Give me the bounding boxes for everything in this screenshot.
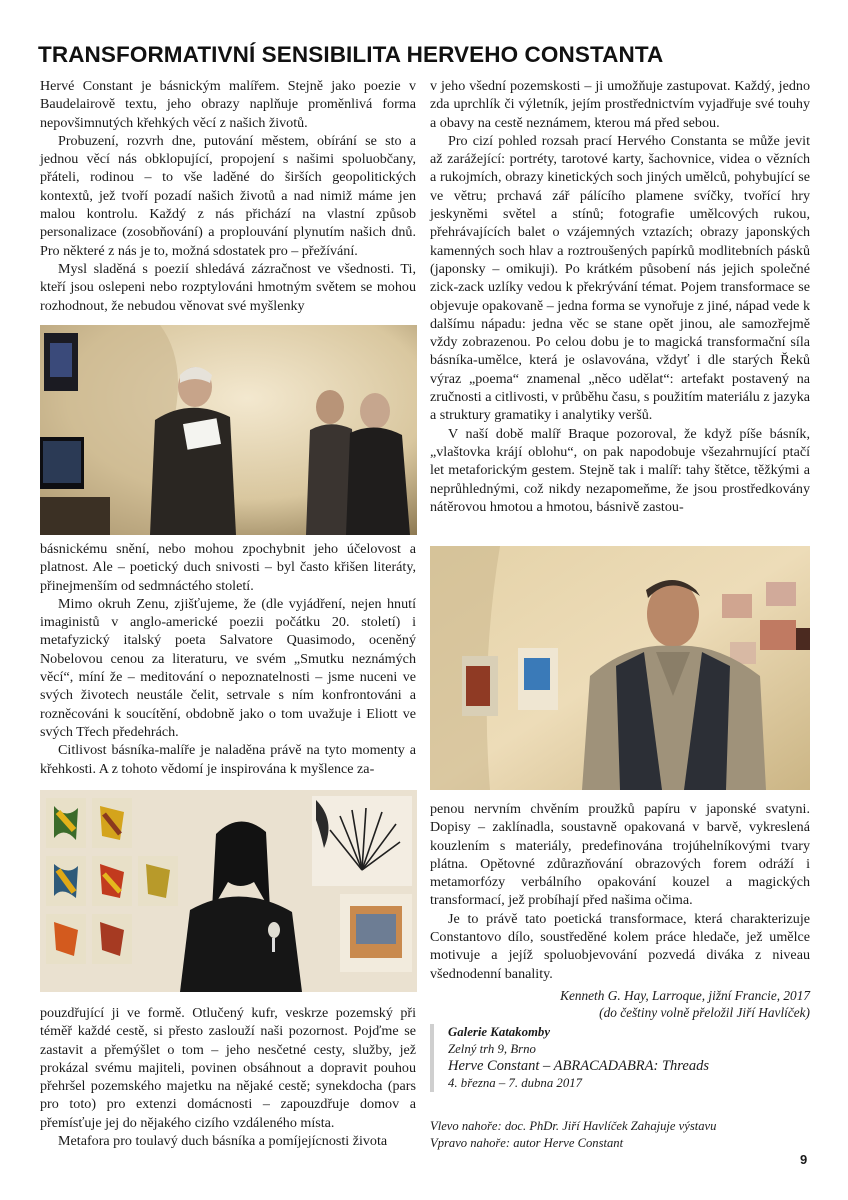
right-column-top (430, 77, 810, 516)
exhibition-info (430, 1024, 790, 1092)
paragraph: pouzdřující ji ve formě. Otlučený kufr, veskrze pozemský při téměř každé cestě, si přesto zaslouží naši pozornost. Pojďme se zastavit a přemýšlet o tom – jeho nesčetné cesty, služby, jež prokázal svému majiteli, povinen obsáhnout a dopravit pouhou přehršel pozemského majetku na nějaké cestě; synekdocha (pars pro toto) pro extenzi domácnosti – zapouzdřuje domov a přemísťuje jej do nějakého cizího vzdáleného místa. (40, 1005, 416, 1131)
exhibition-title: Herve Constant – ABRACADABRA: Threads (448, 1058, 709, 1074)
page-number: 9 (800, 1152, 808, 1167)
paragraph: Je to právě tato poetická transformace, která charakterizuje Constantovo dílo, soustředěné kolem práce hledače, jež umělce motivuje a jejíž spoluobjevování pozvedá diváka z niveau všednodenní banality. (430, 910, 810, 982)
left-column-middle (40, 540, 416, 778)
translator-credit: (do češtiny volně přeložil Jiří Havlíček) (599, 1005, 810, 1020)
left-column-bottom (40, 1004, 416, 1150)
paragraph: básnickému snění, nebo mohou zpochybnit jeho účelovost a platnost. Ale – poetický duch snivosti – byl často křišen literáty, přinejmenším od sedmnáctého století. (40, 541, 416, 594)
paragraph: V naší době malíř Braque pozoroval, že když píše básník, „vlaštovka krájí oblohu“, on pak napodobuje všezahrnující ptačí let metaforickým gestem. Stejně tak i malíř: tahy štětce, těžkými a neprůhlednými, což nikdy nezapomeňme, že jsou prostředkovány nátěrovou hmotou a hmotou, básnivě zastou- (430, 425, 810, 515)
author-credit: Kenneth G. Hay, Larroque, jižní Francie, 2017 (560, 988, 810, 1003)
paragraph: penou nervním chvěním proužků papíru v japonské svatyni. Dopisy – zaklínadla, soustavně opakovaná v barvě, vykreslená kouzlením s materiály, predefinována trojúhelníkovými tvary plátna. Opětovné zdůrazňování obrazových forem odráží i metamorfózy verbálního opakování kouzel a magických transformací, jež probíhají před našima očima. (430, 801, 810, 909)
paragraph: v jeho všední pozemskosti – ji umožňuje zastupovat. Každý, jedno zda uprchlík či výletník, jejím prostřednictvím vyjadřuje své touhy a obavy na cestě neznámem, kterou má před sebou. (430, 78, 810, 131)
photo-opening-speech (40, 325, 417, 535)
exhibition-dates: 4. března – 7. dubna 2017 (448, 1076, 583, 1090)
visitor-image (40, 790, 417, 992)
caption-right: Vpravo nahoře: autor Herve Constant (430, 1135, 624, 1150)
photo-captions (430, 1118, 810, 1151)
left-column-top (40, 77, 416, 315)
article-title: TRANSFORMATIVNÍ SENSIBILITA HERVEHO CONSTANTA (38, 42, 664, 67)
opening-speech-image (40, 325, 417, 535)
right-column-bottom (430, 800, 810, 983)
paragraph: Hervé Constant je básnickým malířem. Stejně jako poezie v Baudelairově textu, jeho obrazy naplňuje proměnlivá forma nepovšimnutých křehkých věcí z našich životů. (40, 78, 416, 131)
gallery-name: Galerie Katakomby (448, 1025, 551, 1039)
caption-left: Vlevo nahoře: doc. PhDr. Jiří Havlíček Zahajuje výstavu (430, 1119, 717, 1133)
author-portrait-image (430, 546, 810, 790)
paragraph: Probuzení, rozvrh dne, putování městem, obírání se sto a jednou věcí nás obklopující, propojení s našimi spoluobčany, přáteli, rodinou – to vše laděné do širších geopolitických kontextů, jež tvoří pozadí našich životů a nad nimiž máme jen malou kontrolu. Každý z nás přichází na vlastní způsob personalizace (zosobňování) a proplouvání plynutím našich dnů. Pro některé z nás je to, možná sdostatek pro – přežívání. (40, 132, 416, 259)
paragraph: Pro cizí pohled rozsah prací Hervého Constanta se může jevit až zarážející: portréty, tarotové karty, šachovnice, videa o vězních a rukojmích, obrazy kinetických soch jiných umělců, pohybující se ve větru; prchavá zář pálícího plamene svíčky, tvořící hry jeskyněmi světel a stínů; fotografie umělcových rukou, přehrávajících balet o vzájemných vztazích; obrazy japonských kamenných soch hlav a roztroušených papírků modlitebních pásků (japonsky – omikuji). Po krátkém působení nás jejich společné zick-zack uzlíky vedou k překrývání témat. Pojem transformace se objevuje opakovaně – jedna forma se vynořuje z jiné, nápad vede k dalšímu nápadu: jedna věc se stane opět jinou, ale samozřejmě vždy zobrazenou. Po celou dobu je to magická transformační síla básníka-umělce, která je oslavována, vždyť i dle starých Řeků výraz „poema“ znamenal „něco udělat“: artefakt postavený na zručnosti a citlivosti, v průběhu času, s použitím materiálu z jazyka a struktury gramatiky i analytiky veršů. (430, 132, 810, 424)
paragraph: Citlivost básníka-malíře je naladěna právě na tyto momenty a křehkosti. A z tohoto vědomí je inspirována k myšlence za- (40, 742, 416, 777)
paragraph: Mysl sladěná s poezií shledává zázračnost ve všednosti. Ti, kteří jsou oslepeni nebo rozptylováni hmotným světem se mohou rozhodnout, že nebudou věnovat své myšlenky (40, 260, 416, 314)
photo-author-portrait (430, 546, 810, 790)
paragraph: Metafora pro toulavý duch básníka a pomíjejícnosti života (58, 1133, 388, 1150)
gallery-address: Zelný trh 9, Brno (448, 1041, 536, 1056)
photo-visitor-with-prints (40, 790, 417, 992)
paragraph: Mimo okruh Zenu, zjišťujeme, že (dle vyjádření, nejen hnutí imaginistů v anglo-americké poezii počátku 20. století) i metafyzický italský poeta Salvatore Quasimodo, oceněný Nobelovou cenou za literaturu, ve svém „Smutku neznámých věcí“, míní že – meditování o nepoznatelnosti – jsme nuceni ve svých životech neustále čelit, setrvale s ním konfrontováni a rozněcováni k soucítění, obdobně jako o tom uvažuje i Eliott ve svých Třech předehrách. (40, 595, 416, 740)
